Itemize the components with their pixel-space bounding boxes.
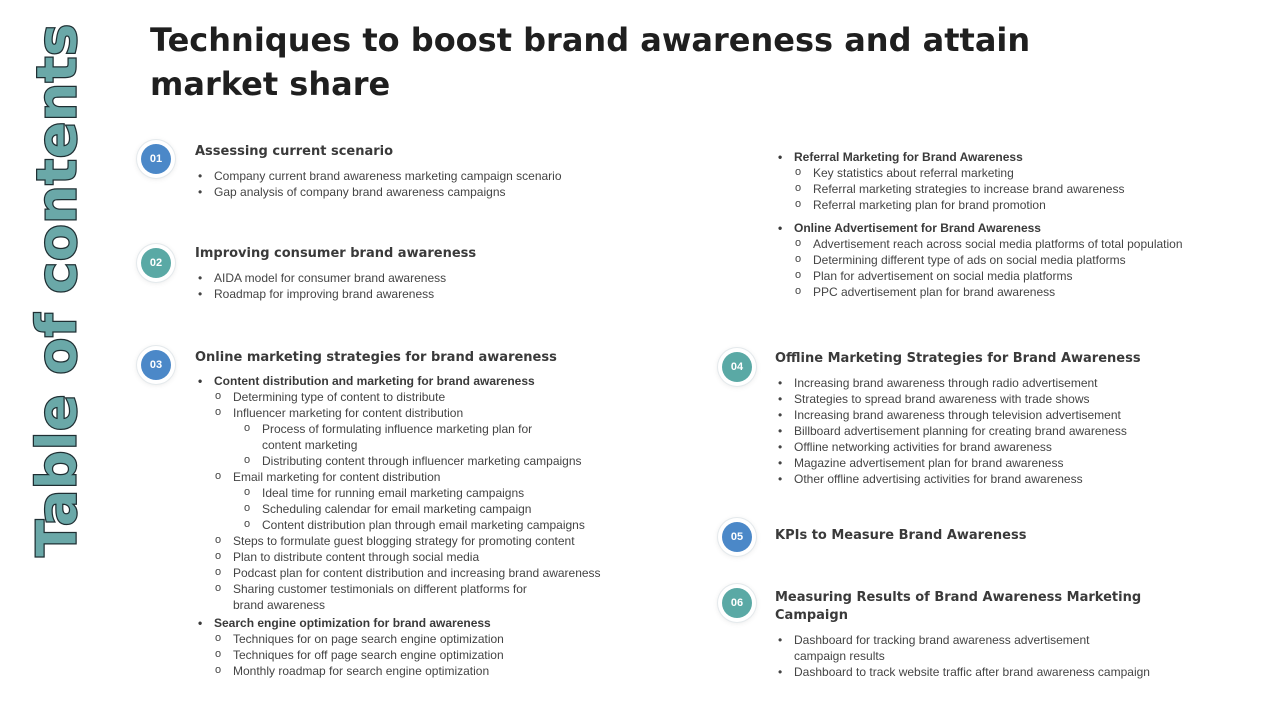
list-subitem: o Email marketing for content distribution bbox=[195, 469, 645, 485]
section-items bbox=[775, 632, 1245, 680]
list-item: • Strategies to spread brand awareness with trade shows bbox=[775, 391, 1245, 407]
section-title: Improving consumer brand awareness bbox=[195, 246, 477, 261]
section-title: Online marketing strategies for brand awareness bbox=[195, 350, 557, 365]
page-title: Techniques to boost brand awareness and attain market share bbox=[150, 21, 1031, 103]
list-subitem: o Referral marketing plan for brand promotion bbox=[775, 197, 1245, 213]
section-items bbox=[775, 375, 1245, 487]
list-item: • Company current brand awareness marketing campaign scenario bbox=[195, 168, 675, 184]
list-item: • Search engine optimization for brand awareness bbox=[195, 615, 645, 631]
list-item: • Other offline advertising activities for brand awareness bbox=[775, 471, 1245, 487]
list-item: • Gap analysis of company brand awareness campaigns bbox=[195, 184, 675, 200]
list-item: • Content distribution and marketing for brand awareness bbox=[195, 373, 645, 389]
list-item: • Referral Marketing for Brand Awareness bbox=[775, 149, 1245, 165]
section-items bbox=[195, 270, 675, 302]
list-subitem: o Techniques for off page search engine optimization bbox=[195, 647, 645, 663]
list-item: • Magazine advertisement plan for brand awareness bbox=[775, 455, 1245, 471]
section-number-badge: 02 bbox=[141, 248, 171, 278]
list-subitem: o Monthly roadmap for search engine optimization bbox=[195, 663, 645, 679]
section-title: KPIs to Measure Brand Awareness bbox=[775, 528, 1027, 543]
list-subitem: o Advertisement reach across social media platforms of total population bbox=[775, 236, 1245, 252]
section-title: Measuring Results of Brand Awareness Marketing Campaign bbox=[775, 590, 1142, 623]
list-item: • Roadmap for improving brand awareness bbox=[195, 286, 675, 302]
side-title: Table of contents bbox=[25, 23, 89, 557]
section-number-badge: 04 bbox=[722, 352, 752, 382]
list-subsubitem: o Content distribution plan through email marketing campaigns bbox=[195, 517, 645, 533]
list-item: • Online Advertisement for Brand Awareness bbox=[775, 220, 1245, 236]
list-subitem: o Determining type of content to distribute bbox=[195, 389, 645, 405]
section-items bbox=[195, 168, 675, 200]
list-subitem: o Referral marketing strategies to increase brand awareness bbox=[775, 181, 1245, 197]
section-number-badge: 01 bbox=[141, 144, 171, 174]
section-title: Assessing current scenario bbox=[195, 144, 394, 159]
list-item: • Increasing brand awareness through television advertisement bbox=[775, 407, 1245, 423]
list-subitem: o Steps to formulate guest blogging strategy for promoting content bbox=[195, 533, 645, 549]
list-subsubitem: o Process of formulating influence marketing plan for content marketing bbox=[195, 421, 542, 453]
section-items bbox=[195, 373, 645, 679]
list-subsubitem: o Distributing content through influencer marketing campaigns bbox=[195, 453, 645, 469]
list-item: • Dashboard to track website traffic after brand awareness campaign bbox=[775, 664, 1245, 680]
list-subitem: o Podcast plan for content distribution and increasing brand awareness bbox=[195, 565, 645, 581]
list-subitem: o Determining different type of ads on social media platforms bbox=[775, 252, 1245, 268]
list-item: • Increasing brand awareness through radio advertisement bbox=[775, 375, 1245, 391]
list-subsubitem: o Scheduling calendar for email marketing campaign bbox=[195, 501, 645, 517]
list-subitem: o Plan to distribute content through social media bbox=[195, 549, 645, 565]
section-number-badge: 06 bbox=[722, 588, 752, 618]
list-subitem: o PPC advertisement plan for brand awareness bbox=[775, 284, 1245, 300]
list-item: • Offline networking activities for brand awareness bbox=[775, 439, 1245, 455]
list-item: • Billboard advertisement planning for creating brand awareness bbox=[775, 423, 1245, 439]
list-subitem: o Sharing customer testimonials on different platforms for brand awareness bbox=[195, 581, 553, 613]
list-subsubitem: o Ideal time for running email marketing campaigns bbox=[195, 485, 645, 501]
list-item: • AIDA model for consumer brand awareness bbox=[195, 270, 675, 286]
list-subitem: o Influencer marketing for content distribution bbox=[195, 405, 645, 421]
section-title: Offline Marketing Strategies for Brand Awareness bbox=[775, 351, 1141, 366]
list-subitem: o Plan for advertisement on social media platforms bbox=[775, 268, 1245, 284]
section-number-badge: 03 bbox=[141, 350, 171, 380]
list-item: • Dashboard for tracking brand awareness advertisement campaign results bbox=[775, 632, 1134, 664]
section-number-badge: 05 bbox=[722, 522, 752, 552]
list-subitem: o Techniques for on page search engine optimization bbox=[195, 631, 645, 647]
continued-items bbox=[775, 149, 1245, 300]
list-subitem: o Key statistics about referral marketing bbox=[775, 165, 1245, 181]
